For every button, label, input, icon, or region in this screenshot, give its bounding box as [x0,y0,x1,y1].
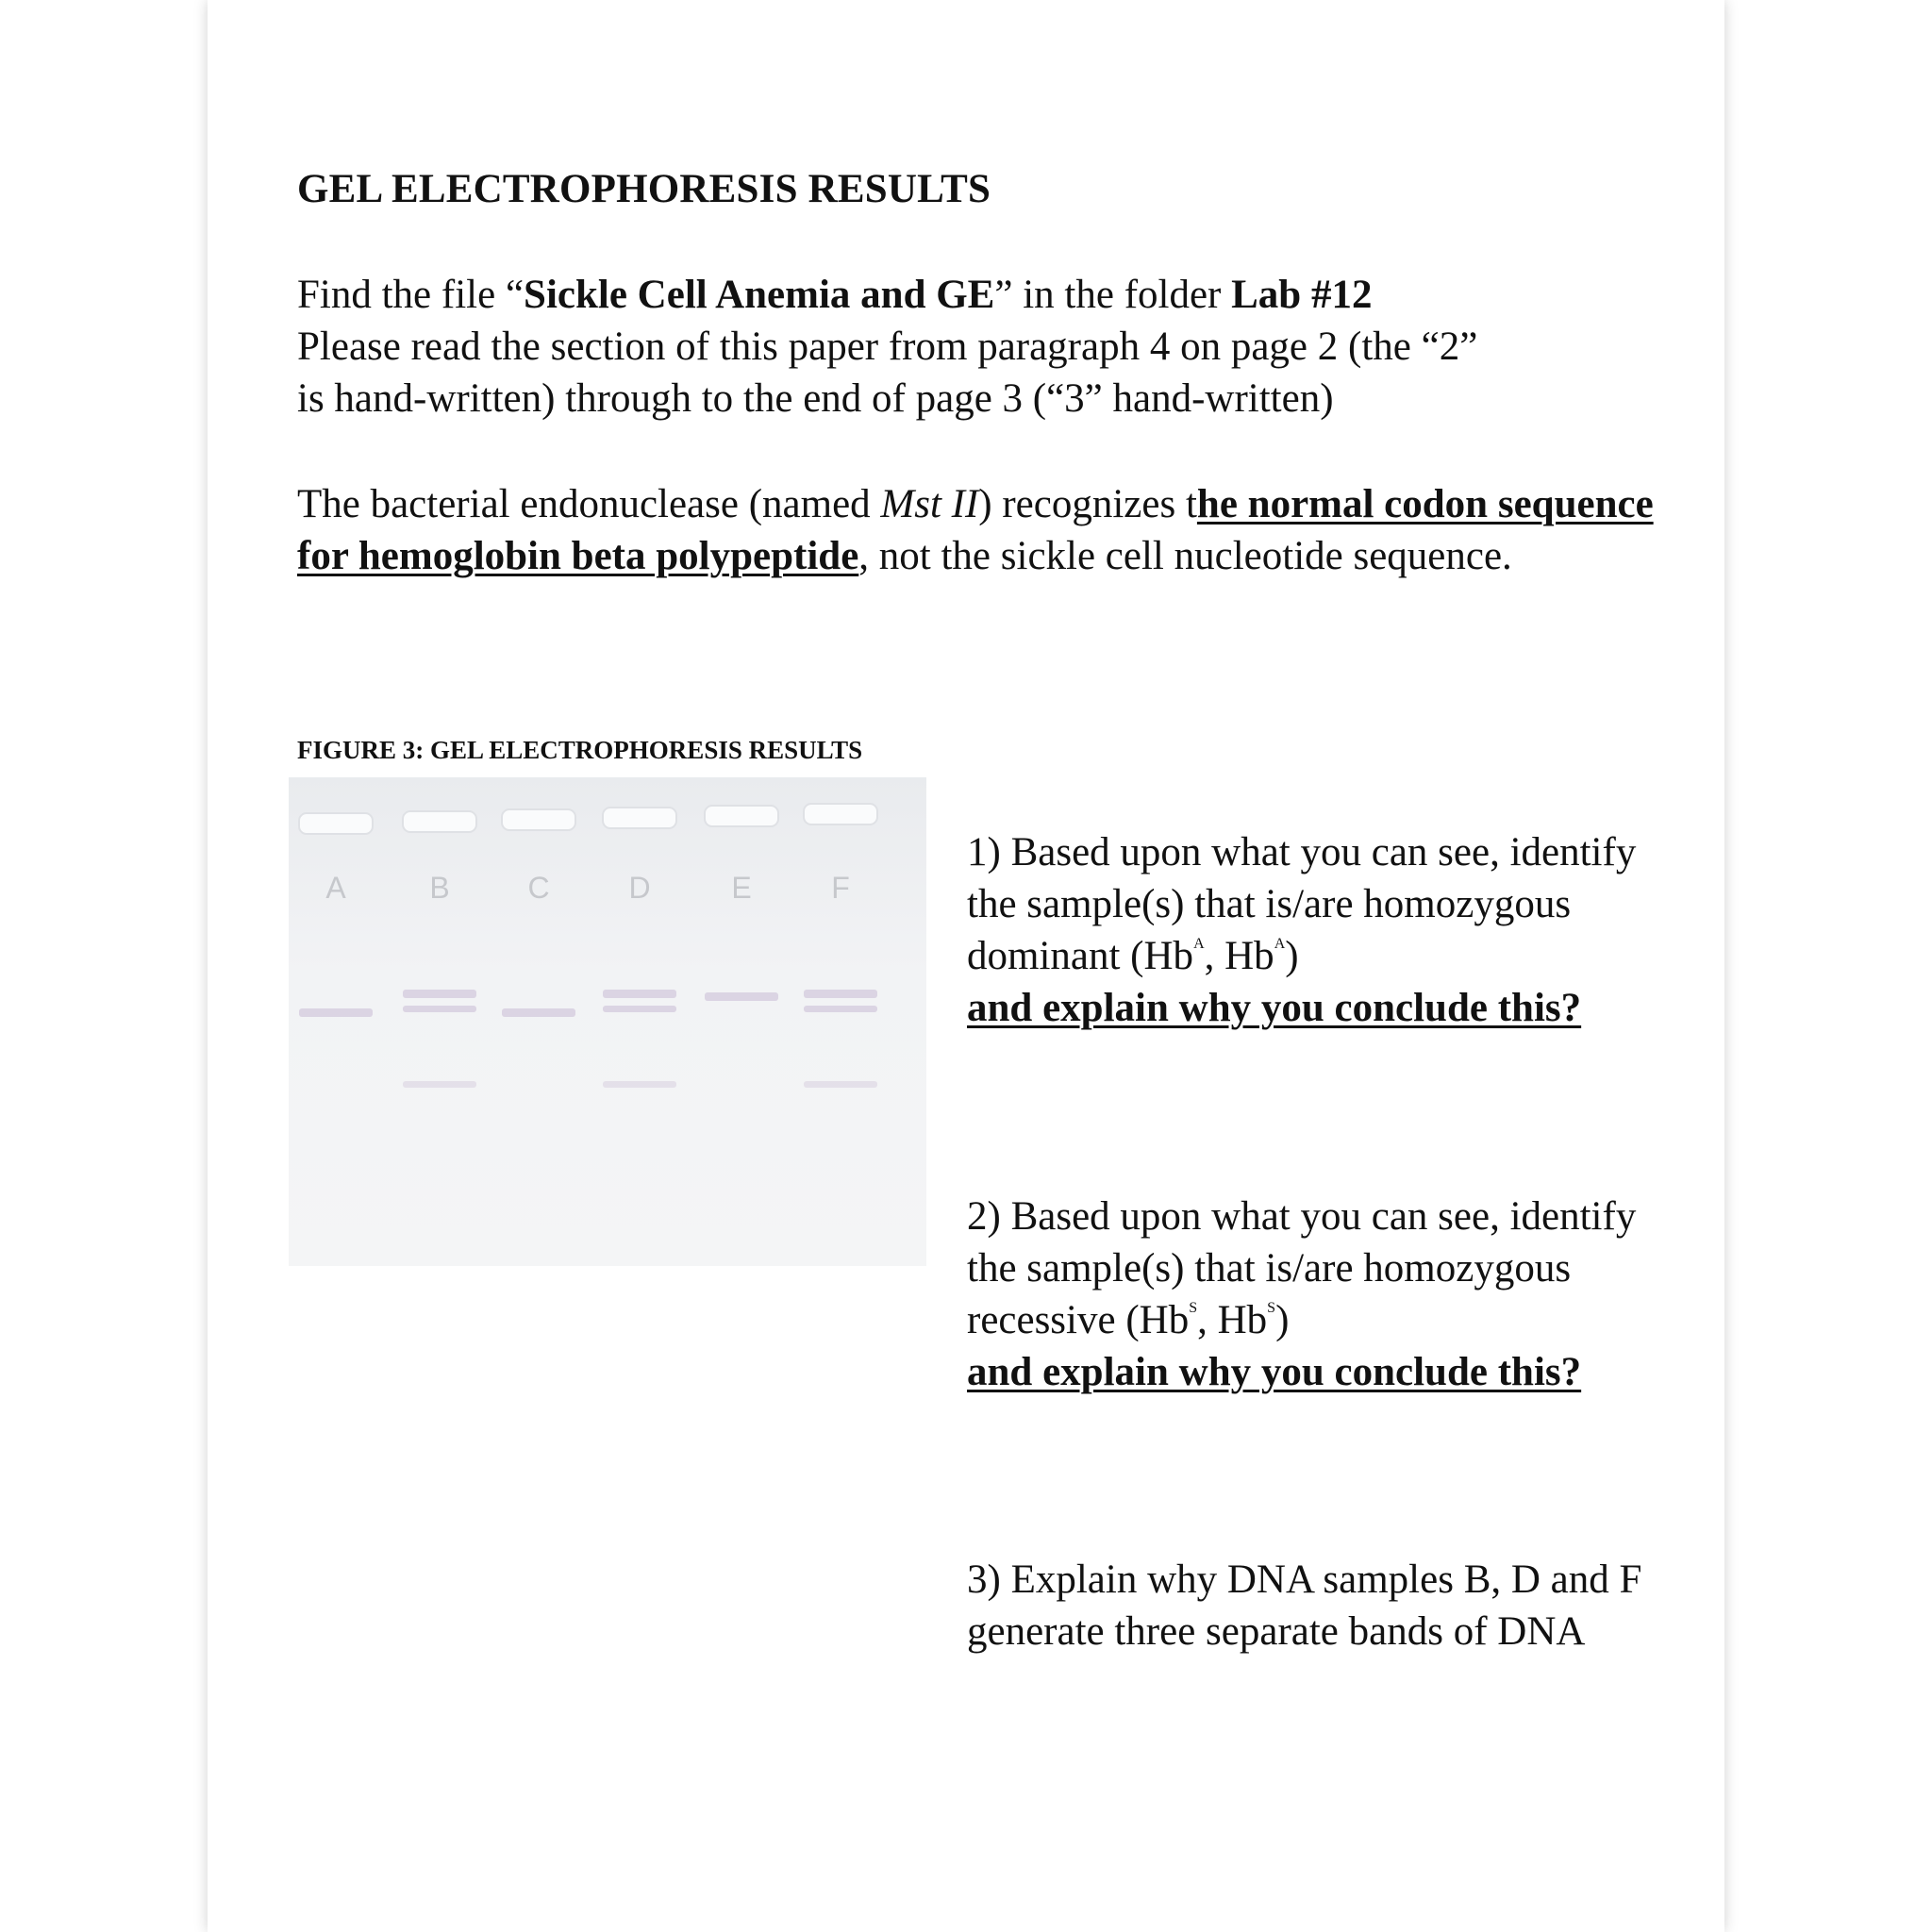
question-text: ) [1275,1298,1290,1342]
lane-label: B [429,871,450,905]
enzyme-emphasis: he normal codon sequence for hemoglobin beta polypeptide [297,482,1654,578]
folder-name: Lab #12 [1231,273,1373,317]
gel-band [403,990,476,998]
lane-label: E [731,871,752,905]
gel-well [603,808,676,828]
lane-label: F [831,871,850,905]
gel-band [299,1008,373,1017]
gel-band [804,990,877,998]
file-name: Sickle Cell Anemia and GE [524,273,995,317]
intro-line-3: is hand-written) through to the end of page 3 (“3” hand-written) [297,376,1334,421]
gel-figure [289,777,926,1266]
document-page [208,0,1724,1932]
gel-band [603,1081,676,1088]
question-3 [967,1554,1646,1657]
superscript: S [1267,1300,1276,1316]
enzyme-name: Mst II [880,482,979,526]
enzyme-paragraph [297,478,1656,582]
right-margin [1724,0,1932,1932]
gel-band [603,990,676,998]
superscript: A [1274,936,1286,952]
gel-well [299,813,373,834]
gel-image [289,777,926,1266]
question-text: , Hb [1204,934,1274,978]
enzyme-text: , not the sickle cell nucleotide sequence. [858,534,1512,578]
question-1 [967,826,1646,1034]
page-title: GEL ELECTROPHORESIS RESULTS [297,167,991,211]
question-emphasis: and explain why you conclude this? [967,1350,1582,1394]
gel-band [804,1081,877,1088]
question-2 [967,1191,1646,1398]
gel-band [502,1008,575,1017]
question-text: ) [1285,934,1299,978]
question-number: 2) [967,1194,1001,1239]
question-text: , Hb [1197,1298,1268,1342]
gel-band [403,1006,476,1012]
gel-band [603,1006,676,1012]
gel-well [804,804,877,824]
figure-caption: FIGURE 3: GEL ELECTROPHORESIS RESULTS [297,736,863,764]
enzyme-text: The bacterial endonuclease (named [297,482,881,526]
question-text: Based upon what you can see, identify the sample(s) that is/are homozygous recessive (Hb [967,1194,1637,1342]
gel-well [502,809,575,830]
superscript: A [1193,936,1205,952]
intro-paragraph [297,269,1656,425]
gel-well [403,811,476,832]
left-margin [0,0,208,1932]
lane-label: C [527,871,550,905]
gel-band [705,992,778,1001]
gel-band [403,1081,476,1088]
lane-label: A [325,871,346,905]
question-emphasis: and explain why you conclude this? [967,986,1582,1030]
superscript: S [1189,1300,1198,1316]
lane-label: D [628,871,651,905]
enzyme-text: ) recognizes t [978,482,1197,526]
intro-text: Find the file “ [297,273,525,317]
question-text: Explain why DNA samples B, D and F generate three separate bands of DNA [967,1557,1642,1654]
gel-band [804,1006,877,1012]
intro-line-2: Please read the section of this paper from paragraph 4 on page 2 (the “2” [297,325,1478,369]
question-number: 3) [967,1557,1001,1602]
intro-text: ” in the folder [994,273,1232,317]
question-text: Based upon what you can see, identify the sample(s) that is/are homozygous dominant (Hb [967,830,1637,978]
question-number: 1) [967,830,1001,874]
gel-well [705,806,778,826]
